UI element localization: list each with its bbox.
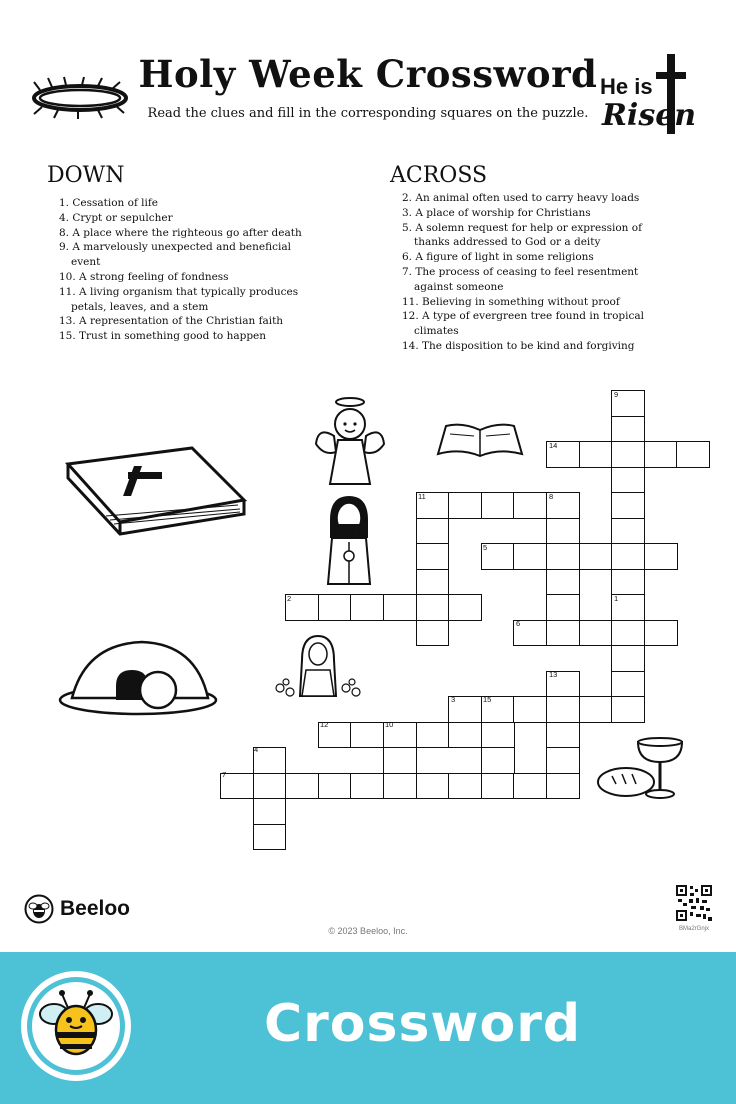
crossword-cell[interactable] xyxy=(481,773,515,800)
crossword-cell[interactable] xyxy=(546,747,580,774)
clue-number: 1 xyxy=(614,594,619,603)
crossword-cell[interactable] xyxy=(448,773,482,800)
crossword-cell[interactable] xyxy=(448,594,482,621)
crossword-cell[interactable] xyxy=(416,620,450,647)
across-clue: 6. A figure of light in some religions xyxy=(402,251,594,264)
crossword-cell[interactable] xyxy=(318,773,352,800)
crossword-cell[interactable] xyxy=(318,594,352,621)
copyright-notice: © 2023 Beeloo, Inc. xyxy=(328,926,408,936)
across-clue: 5. A solemn request for help or expression of thanks addressed to God or a deity xyxy=(402,221,642,249)
crossword-cell[interactable] xyxy=(513,492,547,519)
crossword-cell[interactable] xyxy=(253,824,287,851)
across-clue: 2. An animal often used to carry heavy loads xyxy=(402,192,640,204)
bee-icon xyxy=(20,970,132,1082)
clue-number: 10 xyxy=(385,720,394,729)
crossword-cell[interactable] xyxy=(611,467,645,494)
clue-number: 11 xyxy=(418,492,426,501)
qr-code-label: BMa2rGnjx xyxy=(678,926,709,932)
crossword-cell[interactable] xyxy=(546,569,580,596)
clue-number: 14 xyxy=(549,441,558,450)
brand-name: Beeloo xyxy=(60,897,131,920)
crossword-cell[interactable] xyxy=(350,594,384,621)
badge-line1: He is xyxy=(600,74,653,99)
crossword-cell[interactable] xyxy=(546,543,580,570)
page-title: Holy Week Crossword xyxy=(138,52,598,96)
clue-number: 7 xyxy=(222,770,227,779)
crossword-cell[interactable] xyxy=(546,722,580,749)
crossword-cell[interactable] xyxy=(350,722,384,749)
crossword-cell[interactable] xyxy=(611,543,645,570)
crossword-cell[interactable] xyxy=(416,773,450,800)
across-clue: 7. The process of ceasing to feel resentment against someone xyxy=(402,265,639,293)
crossword-cell[interactable] xyxy=(285,773,319,800)
clue-number: 2 xyxy=(287,594,292,603)
crossword-cell[interactable] xyxy=(416,543,450,570)
crossword-cell[interactable] xyxy=(611,620,645,647)
clue-number: 6 xyxy=(516,619,521,628)
crossword-cell[interactable] xyxy=(253,798,287,825)
clue-number: 9 xyxy=(614,390,619,399)
across-clue: 14. The disposition to be kind and forgiving xyxy=(402,339,635,352)
clue-number: 4 xyxy=(254,745,259,754)
crossword-cell[interactable] xyxy=(513,773,547,800)
down-clue: 1. Cessation of life xyxy=(59,197,159,209)
bee-icon xyxy=(24,894,54,924)
crossword-cell[interactable] xyxy=(644,543,678,570)
crossword-cell[interactable] xyxy=(546,773,580,800)
crossword-cell[interactable] xyxy=(611,518,645,545)
down-clue: 15. Trust in something good to happen xyxy=(59,330,267,343)
crossword-cell[interactable] xyxy=(579,620,613,647)
crossword-cell[interactable] xyxy=(676,441,710,468)
crossword-cell[interactable] xyxy=(611,671,645,698)
crossword-cell[interactable] xyxy=(611,492,645,519)
crossword-banner xyxy=(0,952,736,1104)
crossword-cell[interactable] xyxy=(383,594,417,621)
crossword-cell[interactable] xyxy=(611,569,645,596)
clue-number: 15 xyxy=(483,695,492,704)
crossword-cell[interactable] xyxy=(546,594,580,621)
crossword-cell[interactable] xyxy=(579,441,613,468)
crossword-cell[interactable] xyxy=(513,543,547,570)
crossword-cell[interactable] xyxy=(611,645,645,672)
crossword-cell[interactable] xyxy=(579,696,613,723)
crossword-cell[interactable] xyxy=(644,620,678,647)
crossword-cell[interactable] xyxy=(611,696,645,723)
crossword-cell[interactable] xyxy=(611,416,645,443)
crossword-cell[interactable] xyxy=(546,620,580,647)
crossword-cell[interactable] xyxy=(481,492,515,519)
across-heading: ACROSS xyxy=(390,163,488,188)
across-clue: 12. A type of evergreen tree found in tropical climates xyxy=(402,310,644,338)
crossword-cell[interactable] xyxy=(350,773,384,800)
clue-number: 8 xyxy=(549,492,554,501)
down-clue: 8. A place where the righteous go after death xyxy=(59,226,302,239)
banner-title: Crossword xyxy=(264,994,582,1054)
crossword-cell[interactable] xyxy=(383,747,417,774)
crossword-cell[interactable] xyxy=(416,594,450,621)
crossword-cell[interactable] xyxy=(416,518,450,545)
beeloo-logo xyxy=(24,894,130,924)
crossword-cell[interactable] xyxy=(644,441,678,468)
down-clue: 10. A strong feeling of fondness xyxy=(59,270,229,283)
crossword-cell[interactable] xyxy=(448,492,482,519)
clue-number: 3 xyxy=(451,695,456,704)
down-clue: 13. A representation of the Christian faith xyxy=(59,315,284,328)
down-heading: DOWN xyxy=(47,163,125,188)
crossword-cell[interactable] xyxy=(481,747,515,774)
across-clue: 11. Believing in something without proof xyxy=(402,295,620,308)
down-clue: 4. Crypt or sepulcher xyxy=(59,211,173,224)
clue-number: 5 xyxy=(483,543,488,552)
crossword-cell[interactable] xyxy=(513,696,547,723)
down-clue: 11. A living organism that typically produces petals, leaves, and a stem xyxy=(59,285,299,313)
crossword-cell[interactable] xyxy=(416,569,450,596)
crossword-cell[interactable] xyxy=(383,773,417,800)
crossword-cell[interactable] xyxy=(448,722,482,749)
crossword-cell[interactable] xyxy=(611,441,645,468)
crossword-cell[interactable] xyxy=(416,722,450,749)
across-clue: 3. A place of worship for Christians xyxy=(402,206,591,219)
down-clue: 9. A marvelously unexpected and beneficial event xyxy=(59,241,291,269)
crossword-cell[interactable] xyxy=(481,722,515,749)
qr-code-icon[interactable] xyxy=(675,884,713,922)
crossword-cell[interactable] xyxy=(546,518,580,545)
badge-line2: Risen xyxy=(602,98,697,133)
crossword-cell[interactable] xyxy=(546,696,580,723)
clue-number: 12 xyxy=(320,720,329,729)
page-subtitle: Read the clues and fill in the corresponding squares on the puzzle. xyxy=(147,106,589,121)
clue-number: 13 xyxy=(549,670,558,679)
crossword-cell[interactable] xyxy=(579,543,613,570)
crossword-cell[interactable] xyxy=(253,773,287,800)
